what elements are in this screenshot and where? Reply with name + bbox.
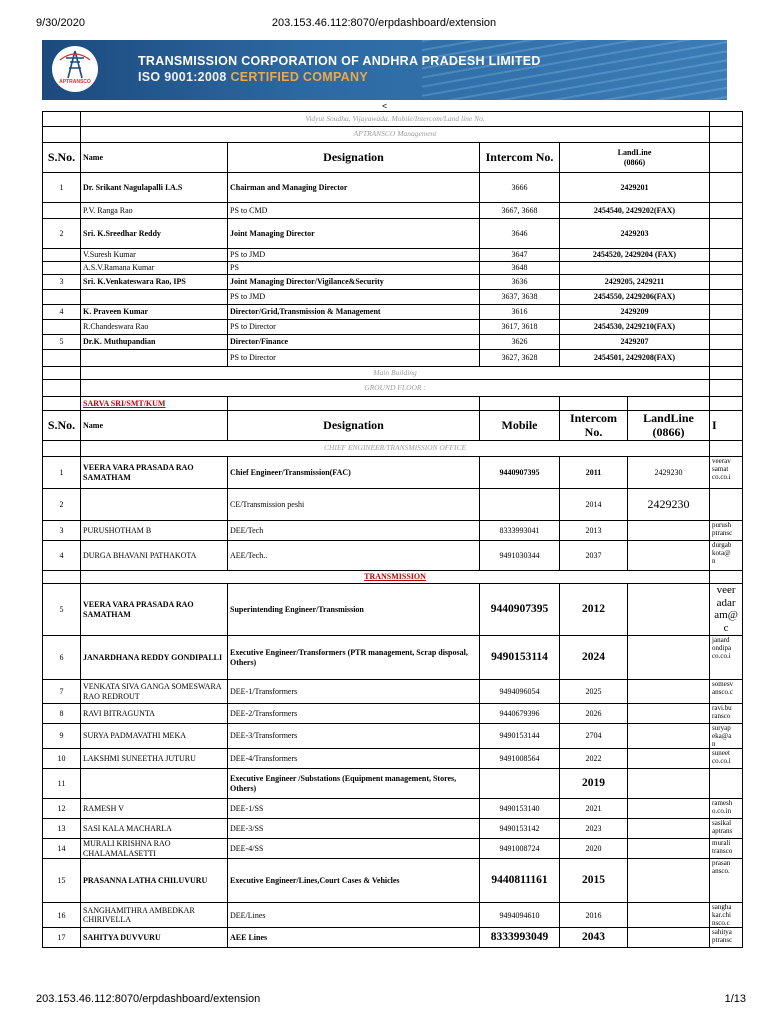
landline-cell (628, 704, 710, 724)
header-landline (628, 411, 710, 441)
cell (710, 380, 743, 397)
name-cell: SASI KALA MACHARLA (81, 819, 228, 839)
name-cell: VEERA VARA PRASADA RAO SAMATHAM (81, 457, 228, 489)
header-sno: S.No. (43, 143, 81, 173)
mobile-cell: 8333993049 (480, 928, 560, 948)
name-cell: VEERA VARA PRASADA RAO SAMATHAM (81, 584, 228, 636)
landline-cell (628, 680, 710, 704)
name-cell: RAVI BITRAGUNTA (81, 704, 228, 724)
intercom-cell: 2011 (560, 457, 628, 489)
print-date: 9/30/2020 (36, 17, 85, 29)
cell (628, 397, 710, 411)
header-sno: S.No. (43, 411, 81, 441)
designation-cell: PS to Director (228, 320, 480, 335)
mobile-cell: 9491030344 (480, 541, 560, 571)
cell (43, 441, 81, 457)
cell (710, 320, 743, 335)
designation-cell: Joint Managing Director/Vigilance&Security (228, 275, 480, 290)
management-row-item (43, 350, 743, 367)
landline-cell (560, 262, 710, 275)
email-cell: somesv ansco.c (710, 680, 743, 704)
header-designation: Designation (228, 411, 480, 441)
mobile-cell: 9490153144 (480, 724, 560, 749)
management-row-item (43, 219, 743, 249)
sno-cell: 4 (43, 541, 81, 571)
header-email: I (710, 411, 743, 441)
sno-cell: 14 (43, 839, 81, 859)
landline-cell: 2454550, 2429206(FAX) (560, 290, 710, 305)
designation-cell: DEE-3/SS (228, 819, 480, 839)
landline-cell (628, 584, 710, 636)
transmission-row-item (43, 680, 743, 704)
mobile-cell: 9440811161 (480, 859, 560, 903)
sno-cell: 3 (43, 521, 81, 541)
designation-cell: PS to Director (228, 350, 480, 367)
cell (43, 112, 81, 127)
sno-cell: 13 (43, 819, 81, 839)
header-name: Name (81, 143, 228, 173)
iso-line (138, 70, 368, 84)
designation-cell: Chairman and Managing Director (228, 173, 480, 203)
designation-cell: Executive Engineer/Lines,Court Cases & Vehicles (228, 859, 480, 903)
intercom-cell: 3616 (480, 305, 560, 320)
mobile-cell: 9491008724 (480, 839, 560, 859)
sno-cell (43, 262, 81, 275)
page-number: 1/13 (724, 993, 746, 1005)
management-row-item (43, 203, 743, 219)
designation-cell: PS to CMD (228, 203, 480, 219)
header-landline-label: LandLine (617, 148, 652, 158)
certified-label: CERTIFIED COMPANY (230, 70, 368, 84)
intercom-cell: 3647 (480, 249, 560, 262)
sno-cell: 15 (43, 859, 81, 903)
ce-row-item (43, 541, 743, 571)
sno-cell: 17 (43, 928, 81, 948)
email-cell: veer adar am@ c (710, 584, 743, 636)
transmission-row-item (43, 839, 743, 859)
intercom-cell: 3646 (480, 219, 560, 249)
landline-cell: 2454501, 2429208(FAX) (560, 350, 710, 367)
designation-cell: Executive Engineer/Transformers (PTR management, Scrap disposal, Others) (228, 636, 480, 680)
management-row-item (43, 262, 743, 275)
email-cell: veerav samat co.co.i (710, 457, 743, 489)
landline-cell: 2429209 (560, 305, 710, 320)
sno-cell (43, 203, 81, 219)
print-header (0, 0, 768, 40)
header-landline-label: LandLine (643, 410, 694, 425)
name-cell: K. Praveen Kumar (81, 305, 228, 320)
transmission-row-item (43, 584, 743, 636)
name-cell: JANARDHANA REDDY GONDIPALLI (81, 636, 228, 680)
address-row (43, 112, 743, 127)
transmission-row-item (43, 819, 743, 839)
email-cell (710, 489, 743, 521)
sno-cell: 5 (43, 584, 81, 636)
name-cell (81, 769, 228, 799)
cell (710, 441, 743, 457)
cell (710, 143, 743, 173)
designation-cell: DEE-3/Transformers (228, 724, 480, 749)
mobile-cell: 9491008564 (480, 749, 560, 769)
email-cell: ramesh o.co.in (710, 799, 743, 819)
landline-cell (628, 903, 710, 928)
designation-cell: PS to JMD (228, 249, 480, 262)
sno-cell (43, 320, 81, 335)
ce-row-item (43, 457, 743, 489)
intercom-cell: 2020 (560, 839, 628, 859)
sno-cell: 10 (43, 749, 81, 769)
designation-cell: Superintending Engineer/Transmission (228, 584, 480, 636)
sno-cell: 1 (43, 173, 81, 203)
landline-cell: 2429230 (628, 457, 710, 489)
landline-cell: 2454540, 2429202(FAX) (560, 203, 710, 219)
cell (43, 571, 81, 584)
name-cell: PURUSHOTHAM B (81, 521, 228, 541)
intercom-cell: 2037 (560, 541, 628, 571)
cell (710, 203, 743, 219)
landline-cell (628, 819, 710, 839)
company-title: TRANSMISSION CORPORATION OF ANDHRA PRADESH LIMITED (138, 54, 541, 68)
designation-cell: Director/Grid,Transmission & Management (228, 305, 480, 320)
cell (43, 380, 81, 397)
ground-floor-row-label: GROUND FLOOR : (81, 380, 710, 397)
landline-cell (628, 769, 710, 799)
email-cell: prasan ansco. (710, 859, 743, 903)
landline-cell: 2429207 (560, 335, 710, 350)
intercom-cell: 2026 (560, 704, 628, 724)
intercom-cell: 2012 (560, 584, 628, 636)
name-cell: VENKATA SIVA GANGA SOMESWARA RAO REDROUT (81, 680, 228, 704)
designation-cell: DEE-1/SS (228, 799, 480, 819)
mobile-cell (480, 769, 560, 799)
main-building-row (43, 367, 743, 380)
name-cell: LAKSHMI SUNEETHA JUTURU (81, 749, 228, 769)
designation-cell: Joint Managing Director (228, 219, 480, 249)
designation-cell: DEE-4/SS (228, 839, 480, 859)
designation-cell: DEE-4/Transformers (228, 749, 480, 769)
designation-cell: Executive Engineer /Substations (Equipment management, Stores, Others) (228, 769, 480, 799)
cell (710, 275, 743, 290)
sno-cell: 3 (43, 275, 81, 290)
sno-cell: 2 (43, 219, 81, 249)
email-cell: sasikal aptrans (710, 819, 743, 839)
cell (710, 397, 743, 411)
email-cell: sahitya ptransc (710, 928, 743, 948)
cell (560, 397, 628, 411)
intercom-cell: 2023 (560, 819, 628, 839)
landline-cell (628, 799, 710, 819)
directory-table (42, 111, 743, 948)
cell (480, 397, 560, 411)
intercom-cell: 3627, 3628 (480, 350, 560, 367)
landline-cell: 2454520, 2429204 (FAX) (560, 249, 710, 262)
sno-cell: 12 (43, 799, 81, 819)
intercom-cell: 2704 (560, 724, 628, 749)
landline-cell (628, 541, 710, 571)
sno-cell: 4 (43, 305, 81, 320)
email-cell: murali transco (710, 839, 743, 859)
intercom-cell: 3666 (480, 173, 560, 203)
name-cell: Sri. K.Venkateswara Rao, IPS (81, 275, 228, 290)
cell (710, 305, 743, 320)
sarva-label: SARVA SRI/SMT/KUM (81, 397, 228, 411)
designation-cell: CE/Transmission peshi (228, 489, 480, 521)
landline-cell: 2429203 (560, 219, 710, 249)
name-cell: V.Suresh Kumar (81, 249, 228, 262)
header-intercom: Intercom No. (480, 143, 560, 173)
cell (43, 397, 81, 411)
header-designation: Designation (228, 143, 480, 173)
mobile-cell: 9490153140 (480, 799, 560, 819)
name-cell (81, 350, 228, 367)
email-cell: suneet co.co.i (710, 749, 743, 769)
mobile-cell: 9494094610 (480, 903, 560, 928)
transmission-row-item (43, 928, 743, 948)
intercom-cell: 3667, 3668 (480, 203, 560, 219)
header-row-management (43, 143, 743, 173)
ce-office-row-label: CHIEF ENGINEER/TRANSMISSION OFFICE (81, 441, 710, 457)
cell (710, 262, 743, 275)
sno-cell: 7 (43, 680, 81, 704)
transmission-row-item (43, 903, 743, 928)
ce-row-item (43, 521, 743, 541)
mobile-cell: 9440679396 (480, 704, 560, 724)
intercom-cell: 3617, 3618 (480, 320, 560, 335)
mobile-cell: 9490153114 (480, 636, 560, 680)
name-cell: DURGA BHAVANI PATHAKOTA (81, 541, 228, 571)
scroll-left-marker[interactable]: < (382, 101, 388, 111)
transmission-label: TRANSMISSION (81, 571, 710, 584)
name-cell: Dr. Srikant Nagulapalli I.A.S (81, 173, 228, 203)
banner-decoration (422, 40, 727, 100)
name-cell: Dr.K. Muthupandian (81, 335, 228, 350)
mobile-cell: 9440907395 (480, 584, 560, 636)
designation-cell: DEE-1/Transformers (228, 680, 480, 704)
intercom-cell: 3636 (480, 275, 560, 290)
email-cell: suryap eka@a n (710, 724, 743, 749)
transmission-row-item (43, 704, 743, 724)
header-name: Name (81, 411, 228, 441)
sno-cell: 11 (43, 769, 81, 799)
email-cell: durgab kota@ n (710, 541, 743, 571)
email-cell: purush ptransc (710, 521, 743, 541)
header-mobile: Mobile (480, 411, 560, 441)
mobile-cell (480, 489, 560, 521)
cell (228, 397, 480, 411)
email-cell: janard ondipa co.co.i (710, 636, 743, 680)
sno-cell: 1 (43, 457, 81, 489)
mobile-cell: 8333993041 (480, 521, 560, 541)
header-landline-code: (0866) (652, 424, 685, 439)
main-building-row-label: Main Building (81, 367, 710, 380)
mobile-cell: 9440907395 (480, 457, 560, 489)
mobile-cell: 9490153142 (480, 819, 560, 839)
designation-cell: Director/Finance (228, 335, 480, 350)
intercom-cell: 2019 (560, 769, 628, 799)
aptransco-logo (52, 46, 98, 92)
transmission-row-item (43, 749, 743, 769)
print-url: 203.153.46.112:8070/erpdashboard/extension (271, 17, 497, 29)
footer-url: 203.153.46.112:8070/erpdashboard/extension (36, 993, 261, 1005)
landline-cell: 2429201 (560, 173, 710, 203)
cell (710, 571, 743, 584)
management-row-item (43, 320, 743, 335)
name-cell (81, 290, 228, 305)
designation-cell: Chief Engineer/Transmission(FAC) (228, 457, 480, 489)
name-cell: SURYA PADMAVATHI MEKA (81, 724, 228, 749)
email-cell: sangha kar.chi nsco.c (710, 903, 743, 928)
intercom-cell: 2014 (560, 489, 628, 521)
email-cell: ravi.bu ransco (710, 704, 743, 724)
cell (710, 127, 743, 143)
management-row-item (43, 290, 743, 305)
landline-cell (628, 839, 710, 859)
intercom-cell: 2015 (560, 859, 628, 903)
intercom-cell: 3648 (480, 262, 560, 275)
cell (710, 249, 743, 262)
sno-cell: 16 (43, 903, 81, 928)
landline-cell (628, 859, 710, 903)
transmission-row-item (43, 636, 743, 680)
intercom-cell: 2024 (560, 636, 628, 680)
management-row-label: APTRANSCO Management (81, 127, 710, 143)
intercom-cell: 2021 (560, 799, 628, 819)
transmission-row-item (43, 724, 743, 749)
sno-cell: 6 (43, 636, 81, 680)
intercom-cell: 3626 (480, 335, 560, 350)
transmission-row-item (43, 859, 743, 903)
name-cell: R.Chandeswara Rao (81, 320, 228, 335)
intercom-cell: 2025 (560, 680, 628, 704)
name-cell: SAHITYA DUVVURU (81, 928, 228, 948)
name-cell: Sri. K.Sreedhar Reddy (81, 219, 228, 249)
designation-cell: AEE/Tech.. (228, 541, 480, 571)
landline-cell: 2429230 (628, 489, 710, 521)
cell (710, 290, 743, 305)
ce-office-row (43, 441, 743, 457)
name-cell: RAMESH V (81, 799, 228, 819)
ground-floor-row (43, 380, 743, 397)
designation-cell: PS to JMD (228, 290, 480, 305)
intercom-cell: 2013 (560, 521, 628, 541)
sno-cell (43, 350, 81, 367)
landline-cell: 2429205, 2429211 (560, 275, 710, 290)
email-cell (710, 769, 743, 799)
name-cell: P.V. Ranga Rao (81, 203, 228, 219)
landline-cell: 2454530, 2429210(FAX) (560, 320, 710, 335)
cell (710, 173, 743, 203)
name-cell: SANGHAMITHRA AMBEDKAR CHIRIVELLA (81, 903, 228, 928)
header-row-staff (43, 411, 743, 441)
management-row-item (43, 173, 743, 203)
landline-cell (628, 521, 710, 541)
iso-label: ISO 9001:2008 (138, 70, 227, 84)
sno-cell: 8 (43, 704, 81, 724)
name-cell (81, 489, 228, 521)
designation-cell: DEE-2/Transformers (228, 704, 480, 724)
landline-cell (628, 636, 710, 680)
cell (43, 127, 81, 143)
header-intercom: Intercom No. (560, 411, 628, 441)
name-cell: MURALI KRISHNA RAO CHALAMALASETTI (81, 839, 228, 859)
management-row (43, 127, 743, 143)
designation-cell: PS (228, 262, 480, 275)
intercom-cell: 3637, 3638 (480, 290, 560, 305)
management-row-item (43, 335, 743, 350)
designation-cell: DEE/Tech (228, 521, 480, 541)
sno-cell (43, 290, 81, 305)
sarva-row (43, 397, 743, 411)
sno-cell (43, 249, 81, 262)
management-row-item (43, 305, 743, 320)
ce-row-item (43, 489, 743, 521)
sno-cell: 5 (43, 335, 81, 350)
management-row-item (43, 249, 743, 262)
landline-cell (628, 724, 710, 749)
cell (43, 367, 81, 380)
designation-cell: DEE/Lines (228, 903, 480, 928)
transmission-row-item (43, 769, 743, 799)
logo-text: APTRANSCO (59, 79, 91, 85)
cell (710, 219, 743, 249)
sno-cell: 9 (43, 724, 81, 749)
name-cell: A.S.V.Ramana Kumar (81, 262, 228, 275)
intercom-cell: 2043 (560, 928, 628, 948)
intercom-cell: 2022 (560, 749, 628, 769)
header-landline-code: (0866) (623, 157, 646, 167)
landline-cell (628, 928, 710, 948)
designation-cell: AEE Lines (228, 928, 480, 948)
name-cell: PRASANNA LATHA CHILUVURU (81, 859, 228, 903)
cell (710, 350, 743, 367)
management-row-item (43, 275, 743, 290)
intercom-cell: 2016 (560, 903, 628, 928)
cell (710, 112, 743, 127)
address-row-label: Vidyut Soudha, Vijayawada. Mobile/Intercom/Land line No. (81, 112, 710, 127)
header-landline (560, 143, 710, 173)
mobile-cell: 9494096054 (480, 680, 560, 704)
transmission-row-item (43, 799, 743, 819)
company-banner (42, 40, 727, 100)
landline-cell (628, 749, 710, 769)
transmission-row (43, 571, 743, 584)
cell (710, 335, 743, 350)
cell (710, 367, 743, 380)
sno-cell: 2 (43, 489, 81, 521)
